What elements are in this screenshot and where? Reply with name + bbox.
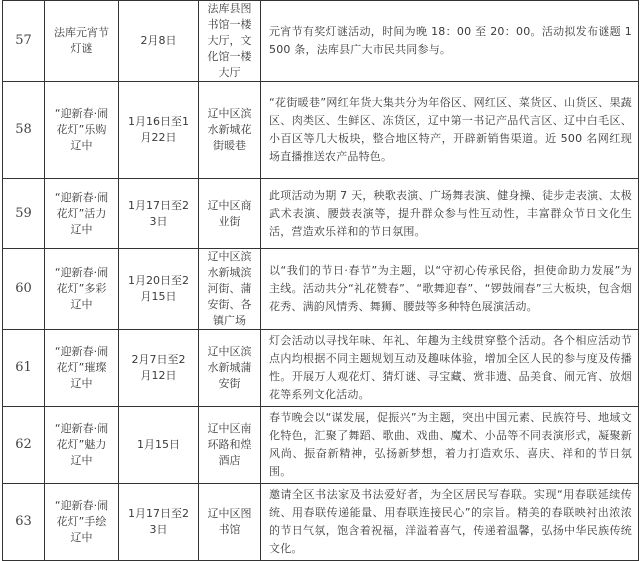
- activity-name: “迎新春·闹花灯”手绘辽中: [45, 484, 119, 561]
- activity-description: 邀请全区书法家及书法爱好者，为全区居民写春联。实现“用春联延续传统、用春联传递能量、用春联连接民心”的宗旨。精美的春联映衬出浓浓的节日气氛，饱含着祝福，洋溢着喜气，传递着温馨，弘扬中华民族传统文化。: [261, 484, 639, 561]
- activity-name: 法库元宵节灯谜: [45, 1, 119, 82]
- row-number: 58: [3, 82, 45, 179]
- activity-description: 春节晚会以“谋发展，促振兴”为主题，突出中国元素、民族符号、地域文化特色，汇聚了舞蹈、歌曲、戏曲、魔术、小品等不同表演形式，凝聚新风尚、振奋新精神，弘扬新梦想，着力打造欢乐、喜庆、祥和的节日氛围。: [261, 407, 639, 484]
- table-row: [3, 1, 639, 82]
- table-row: [3, 249, 639, 330]
- activity-name: “迎新春·闹花灯”多彩辽中: [45, 249, 119, 330]
- activity-description: “花街暖巷”网红年货大集共分为年俗区、网红区、菜货区、山货区、果蔬区、肉类区、生鲜区、冻货区，辽中第一书记产品代言区、辽中白毛区、小百区等几大板块，整合地区特产，开辟新销售渠道。近 500 名网红现场直播推送农产品特色。: [261, 82, 639, 179]
- row-number: 63: [3, 484, 45, 561]
- activity-date: 2月8日: [119, 1, 199, 82]
- activity-location: 辽中区南环路和煌酒店: [199, 407, 261, 484]
- activity-description: 以“我们的节日·春节”为主题，以“守初心传承民俗，担使命助力发展”为主线。活动共分“礼花赞春”、“歌舞迎春”、“锣鼓闹春”三大板块，包含烟花秀、满韵风情秀、舞狮、腰鼓等多种特色展演活动。: [261, 249, 639, 330]
- activity-description: 元宵节有奖灯谜活动，时间为晚 18：00 至 20：00。活动拟发布谜题 1500 条，法库县广大市民共同参与。: [261, 1, 639, 82]
- table-row: [3, 179, 639, 249]
- row-number: 59: [3, 179, 45, 249]
- activity-date: 1月17日至23日: [119, 179, 199, 249]
- activity-name: “迎新春·闹花灯”活力辽中: [45, 179, 119, 249]
- table-row: [3, 330, 639, 407]
- activity-date: 1月20日至2月15日: [119, 249, 199, 330]
- activity-location: 辽中区图书馆: [199, 484, 261, 561]
- activity-description: 此项活动为期 7 天，秧歌表演、广场舞表演、健身操、徒步走表演、太极武术表演、腰鼓表演等，提升群众参与性互动性，丰富群众节日文化生活，营造欢乐祥和的节日氛围。: [261, 179, 639, 249]
- activity-date: 2月7日至2月12日: [119, 330, 199, 407]
- activity-date: 1月16日至1月22日: [119, 82, 199, 179]
- activity-description: 灯会活动以寻找年味、年礼、年趣为主线贯穿整个活动。各个相应活动节点内均根据不同主题规划互动及趣味体验，增加全区人民的参与度及传播性。开展万人观花灯、猜灯谜、寻宝藏、赏非遗、品美食、闹元宵、放烟花等系列文化活动。: [261, 330, 639, 407]
- activity-location: 法库县图书馆一楼大厅，文化馆一楼大厅: [199, 1, 261, 82]
- activity-date: 1月17日至23日: [119, 484, 199, 561]
- row-number: 60: [3, 249, 45, 330]
- activity-location: 辽中区滨水新城花街暖巷: [199, 82, 261, 179]
- activity-name: “迎新春·闹花灯”魅力辽中: [45, 407, 119, 484]
- activity-name: “迎新春·闹花灯”璀璨辽中: [45, 330, 119, 407]
- table-row: [3, 484, 639, 561]
- activity-location: 辽中区滨水新城滨河街、蒲安街、各镇广场: [199, 249, 261, 330]
- activity-name: “迎新春·闹花灯”乐购辽中: [45, 82, 119, 179]
- table-row: [3, 407, 639, 484]
- activity-location: 辽中区商业街: [199, 179, 261, 249]
- row-number: 57: [3, 1, 45, 82]
- events-table: [2, 0, 639, 561]
- activity-location: 辽中区滨水新城蒲安街: [199, 330, 261, 407]
- table-row: [3, 82, 639, 179]
- activity-date: 1月15日: [119, 407, 199, 484]
- row-number: 61: [3, 330, 45, 407]
- row-number: 62: [3, 407, 45, 484]
